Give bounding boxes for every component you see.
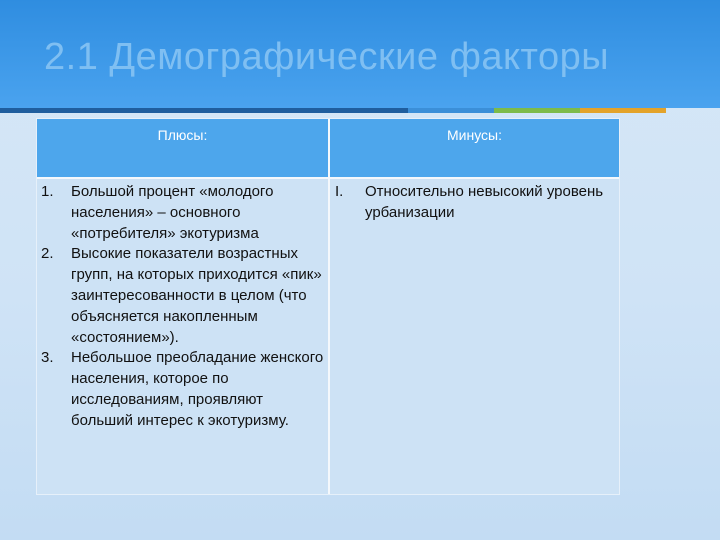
cons-header-cell — [330, 119, 619, 177]
pros-item-number: 3. — [41, 349, 54, 367]
pros-item-text: Высокие показатели возрастных групп, на которых приходится «пик» заинтересованности в целом (что объясняется накопленным «состоянием»). — [71, 245, 322, 346]
pros-item — [41, 244, 325, 348]
title-bar — [0, 0, 720, 108]
cons-item-number: I. — [335, 183, 344, 200]
accent-stripe-1 — [0, 108, 408, 113]
pros-item — [41, 182, 325, 244]
column-divider — [328, 119, 330, 494]
cons-list — [335, 182, 615, 224]
pros-item — [41, 348, 325, 431]
pros-item-number: 1. — [41, 183, 54, 200]
cons-header-label: Минусы: — [446, 127, 502, 143]
pros-header-label: Плюсы: — [157, 127, 208, 143]
cons-item — [335, 182, 615, 224]
pros-item-number: 2. — [41, 245, 54, 263]
cons-item-text: Относительно невысокий уровень урбанизации — [365, 183, 604, 221]
slide-title: 2.1 Демографические факторы — [44, 36, 610, 78]
pros-list — [41, 182, 325, 432]
accent-stripe-4 — [580, 108, 666, 113]
pros-header-cell — [37, 119, 328, 177]
pros-cons-table — [36, 118, 620, 495]
pros-item-text: Большой процент «молодого населения» – основного «потребителя» экотуризма — [71, 183, 274, 242]
accent-stripe-2 — [408, 108, 494, 113]
accent-stripe-3 — [494, 108, 580, 113]
pros-item-text: Небольшое преобладание женского населения, которое по исследованиям, проявляют больший интерес к экотуризму. — [71, 349, 324, 429]
header-divider — [37, 177, 619, 179]
